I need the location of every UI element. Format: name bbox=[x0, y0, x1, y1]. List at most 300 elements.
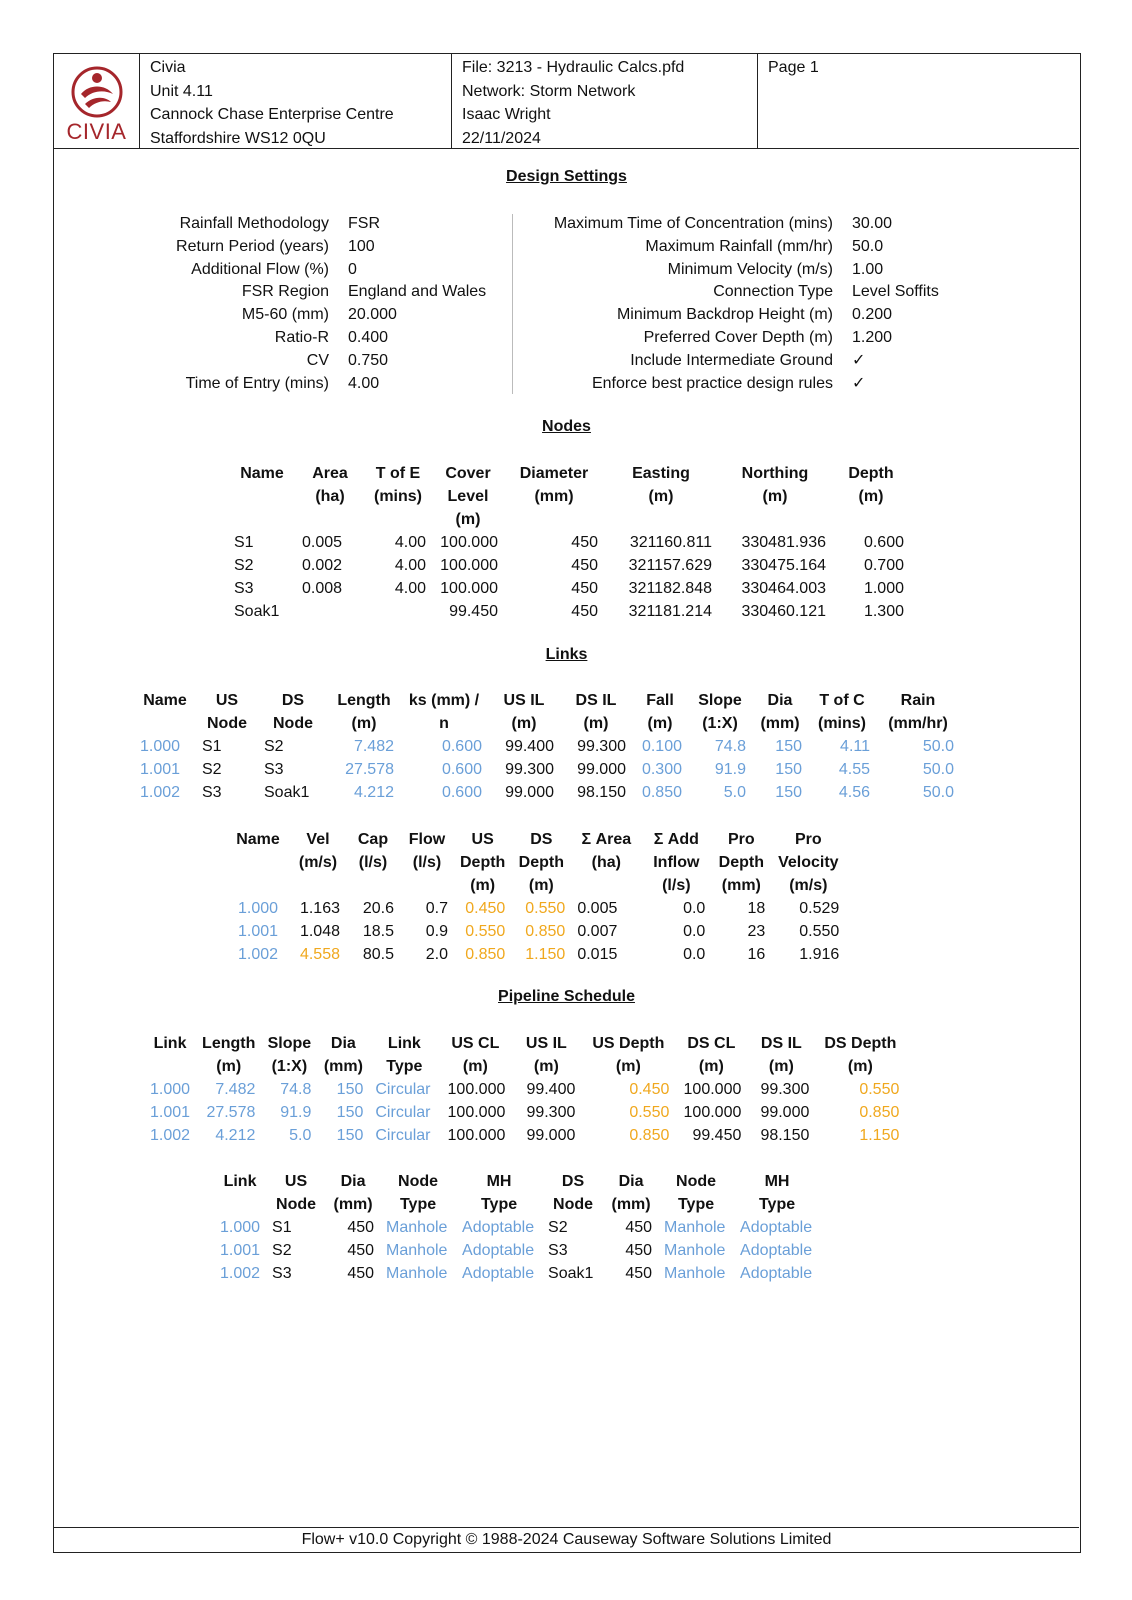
header-line: Node bbox=[276, 1196, 317, 1213]
table-cell: 450 bbox=[625, 1242, 653, 1259]
header-line: Name bbox=[143, 692, 187, 709]
table-cell bbox=[296, 600, 364, 623]
header-line: Vel bbox=[306, 831, 330, 848]
header-line: (m) bbox=[462, 1058, 488, 1075]
table-cell: 0.005 bbox=[302, 534, 343, 551]
table-cell: 0.550 bbox=[525, 900, 566, 917]
header-line: Dia bbox=[330, 1035, 356, 1052]
header-line: (m) bbox=[470, 877, 496, 894]
table-cell[interactable]: Adoptable bbox=[462, 1265, 535, 1282]
column-header bbox=[144, 1032, 196, 1078]
table-cell: 0.007 bbox=[577, 923, 618, 940]
header-line: Pro bbox=[794, 831, 822, 848]
header-line: Name bbox=[236, 831, 280, 848]
header-line: Link bbox=[223, 1173, 257, 1190]
table-cell: 330460.121 bbox=[741, 603, 826, 620]
report-page bbox=[53, 53, 1081, 1553]
table-cell: 0.550 bbox=[465, 923, 506, 940]
table-cell[interactable]: 1.002 bbox=[140, 784, 181, 801]
setting-row bbox=[54, 303, 1079, 326]
table-cell[interactable]: 0.600 bbox=[441, 738, 482, 755]
author-name: Isaac Wright bbox=[462, 106, 551, 123]
table-cell: 450 bbox=[625, 1265, 653, 1282]
header-line: (m) bbox=[615, 1058, 641, 1075]
setting-value: England and Wales bbox=[348, 283, 487, 301]
node-schedule-table bbox=[214, 1170, 820, 1285]
header-line: (mm) bbox=[323, 1058, 363, 1075]
page-number: Page 1 bbox=[768, 59, 819, 76]
header-line: Depth bbox=[518, 854, 564, 871]
setting-value: ✓ bbox=[852, 351, 866, 369]
table-cell: 0.005 bbox=[577, 900, 618, 917]
design-settings-title: Design Settings bbox=[506, 168, 627, 185]
table-cell: 99.400 bbox=[526, 1081, 576, 1098]
column-header bbox=[326, 1170, 380, 1216]
table-cell[interactable]: 0.300 bbox=[641, 761, 682, 778]
table-cell: 2.0 bbox=[425, 946, 448, 963]
table-cell[interactable]: Manhole bbox=[664, 1242, 726, 1259]
table-cell: 0.550 bbox=[629, 1104, 670, 1121]
column-header bbox=[771, 828, 845, 897]
header-line: Rain bbox=[900, 692, 936, 709]
copyright-footer: Flow+ v10.0 Copyright © 1988-2024 Causeway Software Solutions Limited bbox=[54, 1527, 1079, 1552]
table-cell[interactable]: 1.002 bbox=[150, 1127, 191, 1144]
column-header bbox=[604, 1170, 658, 1216]
report-header bbox=[54, 54, 1079, 149]
column-header bbox=[876, 689, 960, 735]
table-cell: 20.6 bbox=[362, 900, 394, 917]
header-line: (m) bbox=[511, 715, 537, 732]
header-line: Link bbox=[153, 1035, 187, 1052]
table-row bbox=[228, 554, 910, 577]
table-cell: 330475.164 bbox=[741, 557, 826, 574]
table-cell[interactable]: 1.000 bbox=[140, 738, 181, 755]
table-cell: 321157.629 bbox=[628, 557, 712, 574]
table-cell: 1.048 bbox=[299, 923, 340, 940]
table-cell[interactable]: Manhole bbox=[664, 1219, 726, 1236]
settings-divider bbox=[512, 214, 513, 394]
table-row bbox=[226, 897, 845, 920]
setting-label: Connection Type bbox=[713, 283, 833, 301]
table-row bbox=[214, 1216, 820, 1239]
table-cell[interactable]: Adoptable bbox=[740, 1265, 813, 1282]
column-header bbox=[296, 462, 364, 531]
header-line: DS CL bbox=[687, 1035, 736, 1052]
table-cell[interactable]: 27.578 bbox=[206, 1104, 256, 1121]
header-line: MH bbox=[764, 1173, 790, 1190]
table-cell[interactable]: 4.55 bbox=[838, 761, 870, 778]
table-cell: 80.5 bbox=[362, 946, 394, 963]
table-cell: 99.300 bbox=[505, 761, 554, 778]
header-line: Length bbox=[337, 692, 391, 709]
table-cell: 0.7 bbox=[425, 900, 448, 917]
column-header bbox=[688, 689, 752, 735]
column-header bbox=[511, 1032, 581, 1078]
table-cell: Soak1 bbox=[264, 784, 310, 801]
table-cell: 0.850 bbox=[629, 1127, 670, 1144]
setting-value: FSR bbox=[348, 215, 380, 232]
table-cell: 100.000 bbox=[440, 534, 498, 551]
header-line: (m) bbox=[698, 1058, 724, 1075]
table-cell: S1 bbox=[202, 738, 222, 755]
table-cell[interactable]: Adoptable bbox=[740, 1242, 813, 1259]
table-row bbox=[228, 531, 910, 554]
header-line: (ha) bbox=[315, 488, 345, 505]
table-row bbox=[214, 1262, 820, 1285]
table-cell[interactable]: Manhole bbox=[664, 1265, 726, 1282]
header-line: (mm) bbox=[721, 877, 761, 894]
table-cell: 99.450 bbox=[449, 603, 498, 620]
header-line: DS bbox=[561, 1173, 585, 1190]
table-cell[interactable]: Manhole bbox=[386, 1242, 448, 1259]
header-line: Dia bbox=[340, 1173, 366, 1190]
table-cell: 0.450 bbox=[465, 900, 506, 917]
header-line: (ha) bbox=[591, 854, 621, 871]
column-header bbox=[752, 689, 808, 735]
header-line: Fall bbox=[646, 692, 674, 709]
header-line: (l/s) bbox=[412, 854, 442, 871]
header-line: Dia bbox=[618, 1173, 644, 1190]
column-header bbox=[511, 828, 571, 897]
header-line: Cap bbox=[357, 831, 389, 848]
header-line: DS IL bbox=[575, 692, 617, 709]
header-line: Type bbox=[386, 1058, 423, 1075]
logo-wordmark: CIVIA bbox=[66, 119, 127, 144]
setting-label: FSR Region bbox=[241, 283, 329, 301]
table-cell[interactable]: 91.9 bbox=[714, 761, 746, 778]
table-cell[interactable]: Manhole bbox=[386, 1265, 448, 1282]
header-line: (m) bbox=[455, 511, 481, 528]
column-header bbox=[604, 462, 718, 531]
table-cell: 0.550 bbox=[799, 923, 840, 940]
setting-row bbox=[54, 235, 1079, 258]
header-line: Σ Add bbox=[653, 831, 699, 848]
table-cell[interactable]: Circular bbox=[375, 1127, 431, 1144]
table-row bbox=[228, 577, 910, 600]
address-line: Unit 4.11 bbox=[150, 82, 213, 100]
header-line: Area bbox=[312, 465, 348, 482]
header-line: (m) bbox=[762, 488, 788, 505]
table-cell: 99.300 bbox=[577, 738, 626, 755]
header-line: (1:X) bbox=[271, 1058, 308, 1075]
column-header bbox=[542, 1170, 604, 1216]
setting-label: Additional Flow (%) bbox=[191, 260, 329, 278]
table-cell: 1.300 bbox=[863, 603, 904, 620]
header-line: (m) bbox=[647, 715, 673, 732]
header-line: (m) bbox=[351, 715, 377, 732]
header-line: Name bbox=[240, 465, 284, 482]
table-cell: 100.000 bbox=[683, 1104, 742, 1121]
table-cell: 1.150 bbox=[525, 946, 566, 963]
table-cell[interactable]: 50.0 bbox=[922, 761, 954, 778]
table-cell: 450 bbox=[571, 580, 598, 597]
table-cell: S3 bbox=[272, 1265, 292, 1282]
column-header bbox=[226, 828, 290, 897]
table-row bbox=[134, 758, 960, 781]
table-cell[interactable]: 150 bbox=[775, 761, 802, 778]
column-header bbox=[632, 689, 688, 735]
setting-value: 100 bbox=[348, 237, 375, 255]
table-cell bbox=[364, 600, 432, 623]
header-line: Depth bbox=[848, 465, 894, 482]
column-header bbox=[400, 689, 488, 735]
header-line: (mm) bbox=[611, 1196, 651, 1213]
table-cell[interactable]: 1.000 bbox=[220, 1219, 261, 1236]
network-name: Network: Storm Network bbox=[462, 82, 636, 100]
table-cell: 100.000 bbox=[683, 1081, 742, 1098]
column-header bbox=[641, 828, 711, 897]
column-header bbox=[214, 1170, 266, 1216]
table-cell[interactable]: 150 bbox=[775, 738, 802, 755]
column-header bbox=[832, 462, 910, 531]
setting-value: ✓ bbox=[852, 374, 866, 392]
table-cell: 1.163 bbox=[299, 900, 340, 917]
table-cell[interactable]: 0.100 bbox=[641, 738, 682, 755]
table-cell: S1 bbox=[272, 1219, 292, 1236]
table-cell[interactable]: Circular bbox=[375, 1081, 431, 1098]
table-cell: 100.000 bbox=[447, 1104, 506, 1121]
table-cell[interactable]: 50.0 bbox=[922, 784, 954, 801]
column-header bbox=[266, 1170, 326, 1216]
table-cell: 4.00 bbox=[394, 534, 426, 551]
header-line: US IL bbox=[525, 1035, 567, 1052]
column-header bbox=[400, 828, 454, 897]
header-line: (m) bbox=[533, 1058, 559, 1075]
table-cell: 0.002 bbox=[302, 557, 343, 574]
header-line: Flow bbox=[408, 831, 446, 848]
table-cell[interactable]: 150 bbox=[336, 1127, 364, 1144]
table-cell: 450 bbox=[571, 534, 598, 551]
setting-value: 50.0 bbox=[852, 237, 884, 255]
table-cell: S2 bbox=[548, 1219, 568, 1236]
column-header bbox=[815, 1032, 905, 1078]
column-header bbox=[581, 1032, 675, 1078]
header-line: (m) bbox=[216, 1058, 242, 1075]
table-cell: Soak1 bbox=[234, 603, 280, 620]
table-cell: 99.400 bbox=[505, 738, 554, 755]
setting-label: M5-60 (mm) bbox=[241, 306, 329, 324]
table-cell[interactable]: 4.56 bbox=[838, 784, 870, 801]
header-line: US Depth bbox=[592, 1035, 665, 1052]
address-line: Cannock Chase Enterprise Centre bbox=[150, 106, 394, 123]
table-cell[interactable]: 1.000 bbox=[150, 1081, 191, 1098]
table-cell[interactable]: 27.578 bbox=[345, 761, 394, 778]
table-cell: 1.150 bbox=[859, 1127, 900, 1144]
table-cell: S2 bbox=[234, 557, 254, 574]
table-cell: 99.000 bbox=[577, 761, 626, 778]
header-line: Dia bbox=[767, 692, 793, 709]
nodes-title: Nodes bbox=[542, 418, 591, 435]
column-header bbox=[134, 689, 196, 735]
setting-row bbox=[54, 258, 1079, 281]
table-cell: 0.9 bbox=[425, 923, 448, 940]
header-line: (mm) bbox=[534, 488, 574, 505]
table-cell: 0.015 bbox=[577, 946, 618, 963]
table-cell: 100.000 bbox=[447, 1081, 506, 1098]
table-cell[interactable]: 1.000 bbox=[237, 900, 279, 917]
table-cell: 23 bbox=[747, 923, 766, 940]
table-cell[interactable]: 4.212 bbox=[215, 1127, 256, 1144]
header-line: (1:X) bbox=[702, 715, 738, 732]
table-cell[interactable]: 4.212 bbox=[353, 784, 394, 801]
header-line: (l/s) bbox=[358, 854, 388, 871]
table-cell[interactable]: 0.600 bbox=[441, 784, 482, 801]
column-header bbox=[571, 828, 641, 897]
table-cell[interactable]: Circular bbox=[375, 1104, 431, 1121]
header-line: Type bbox=[758, 1196, 796, 1213]
table-cell: 4.00 bbox=[394, 580, 426, 597]
table-cell: 450 bbox=[347, 1219, 375, 1236]
table-cell[interactable]: 150 bbox=[336, 1104, 364, 1121]
column-header bbox=[675, 1032, 747, 1078]
column-header bbox=[454, 828, 511, 897]
table-cell: 0.0 bbox=[683, 946, 706, 963]
header-line: DS IL bbox=[760, 1035, 802, 1052]
table-cell: 0.0 bbox=[683, 900, 706, 917]
setting-label: Ratio-R bbox=[274, 329, 329, 346]
setting-label: Preferred Cover Depth (m) bbox=[643, 329, 833, 346]
table-cell[interactable]: 50.0 bbox=[922, 738, 954, 755]
table-cell: 321181.214 bbox=[628, 603, 712, 620]
header-line: Length bbox=[202, 1035, 256, 1052]
table-cell[interactable]: 5.0 bbox=[289, 1127, 312, 1144]
table-cell[interactable]: 150 bbox=[336, 1081, 364, 1098]
header-line: US bbox=[471, 831, 494, 848]
header-line: Type bbox=[480, 1196, 518, 1213]
table-cell: 99.300 bbox=[760, 1081, 810, 1098]
table-cell[interactable]: 4.11 bbox=[840, 738, 870, 755]
table-cell: 0.450 bbox=[629, 1081, 670, 1098]
table-row bbox=[134, 781, 960, 804]
civia-logo-icon bbox=[71, 64, 123, 120]
column-header bbox=[808, 689, 876, 735]
table-cell: 100.000 bbox=[440, 557, 498, 574]
table-cell[interactable]: 150 bbox=[775, 784, 802, 801]
column-header bbox=[364, 462, 432, 531]
header-line: (mm) bbox=[760, 715, 800, 732]
table-cell: 0.0 bbox=[683, 923, 706, 940]
table-row bbox=[144, 1124, 905, 1147]
table-cell[interactable]: Manhole bbox=[386, 1219, 448, 1236]
pipeline-schedule-title: Pipeline Schedule bbox=[498, 988, 635, 1005]
table-cell[interactable]: Adoptable bbox=[462, 1219, 535, 1236]
header-line: (mm) bbox=[333, 1196, 373, 1213]
header-line: (m) bbox=[768, 1058, 794, 1075]
table-cell: 98.150 bbox=[760, 1127, 810, 1144]
setting-label: Minimum Backdrop Height (m) bbox=[616, 306, 833, 324]
table-cell[interactable]: 1.002 bbox=[237, 946, 279, 963]
column-header bbox=[369, 1032, 439, 1078]
table-cell[interactable]: 5.0 bbox=[723, 784, 746, 801]
header-line: Slope bbox=[267, 1035, 312, 1052]
table-cell[interactable]: 74.8 bbox=[280, 1081, 312, 1098]
header-line: Depth bbox=[460, 854, 506, 871]
header-line: Node bbox=[273, 715, 313, 732]
header-line: Depth bbox=[718, 854, 764, 871]
report-date: 22/11/2024 bbox=[462, 129, 541, 147]
setting-label: Maximum Time of Concentration (mins) bbox=[553, 215, 833, 232]
setting-value: Level Soffits bbox=[852, 283, 939, 301]
table-cell: 99.300 bbox=[526, 1104, 576, 1121]
header-line: DS bbox=[530, 831, 553, 848]
header-line: (l/s) bbox=[662, 877, 691, 894]
table-cell[interactable]: 74.8 bbox=[714, 738, 746, 755]
table-cell: S3 bbox=[264, 761, 284, 778]
setting-row bbox=[54, 372, 1079, 395]
column-header bbox=[196, 689, 258, 735]
table-cell[interactable]: 1.001 bbox=[237, 923, 279, 940]
header-line: Link bbox=[387, 1035, 421, 1052]
setting-value: 0.200 bbox=[852, 306, 893, 324]
table-cell: 0.850 bbox=[525, 923, 566, 940]
setting-row bbox=[54, 349, 1079, 372]
column-header bbox=[718, 462, 832, 531]
table-cell[interactable]: 7.482 bbox=[215, 1081, 256, 1098]
setting-label: Time of Entry (mins) bbox=[185, 374, 329, 392]
setting-value: 30.00 bbox=[852, 215, 893, 232]
header-line: US CL bbox=[451, 1035, 500, 1052]
table-cell: 0.600 bbox=[863, 534, 904, 551]
setting-value: 0.750 bbox=[348, 351, 389, 369]
nodes-table bbox=[228, 462, 910, 623]
header-line: Inflow bbox=[653, 854, 700, 871]
table-cell[interactable]: 0.600 bbox=[441, 761, 482, 778]
table-cell: S2 bbox=[272, 1242, 292, 1259]
column-header bbox=[747, 1032, 815, 1078]
setting-label: Rainfall Methodology bbox=[179, 215, 329, 232]
table-cell[interactable]: 91.9 bbox=[280, 1104, 312, 1121]
setting-label: Maximum Rainfall (mm/hr) bbox=[645, 237, 833, 255]
table-cell: 99.450 bbox=[692, 1127, 742, 1144]
column-header bbox=[734, 1170, 820, 1216]
table-cell[interactable]: 1.001 bbox=[150, 1104, 191, 1121]
header-line: Diameter bbox=[519, 465, 589, 482]
table-cell[interactable]: 7.482 bbox=[353, 738, 394, 755]
table-cell: 450 bbox=[625, 1219, 653, 1236]
setting-row bbox=[54, 212, 1079, 235]
pipeline-schedule-table bbox=[144, 1032, 905, 1147]
table-cell: 450 bbox=[347, 1265, 375, 1282]
table-cell: 100.000 bbox=[447, 1127, 506, 1144]
header-line: Northing bbox=[741, 465, 809, 482]
table-cell[interactable]: 1.001 bbox=[220, 1242, 261, 1259]
setting-label: Enforce best practice design rules bbox=[591, 374, 833, 392]
header-line: n bbox=[439, 715, 449, 732]
table-cell: 99.000 bbox=[526, 1127, 576, 1144]
column-header bbox=[504, 462, 604, 531]
header-line: Σ Area bbox=[581, 831, 632, 848]
column-header bbox=[711, 828, 771, 897]
table-cell: 0.550 bbox=[859, 1081, 900, 1098]
table-cell[interactable]: 0.850 bbox=[641, 784, 682, 801]
table-cell[interactable]: 1.001 bbox=[140, 761, 181, 778]
header-line: US IL bbox=[503, 692, 545, 709]
table-cell: 450 bbox=[571, 603, 598, 620]
links-table bbox=[134, 689, 960, 804]
header-line: MH bbox=[486, 1173, 512, 1190]
table-cell: S2 bbox=[264, 738, 284, 755]
column-header bbox=[346, 828, 400, 897]
table-cell[interactable]: 1.002 bbox=[220, 1265, 261, 1282]
flows-table bbox=[226, 828, 845, 966]
table-cell[interactable]: Adoptable bbox=[740, 1219, 813, 1236]
header-line: Velocity bbox=[778, 854, 839, 871]
setting-row bbox=[54, 280, 1079, 303]
table-cell[interactable]: Adoptable bbox=[462, 1242, 535, 1259]
header-line: (m) bbox=[528, 877, 554, 894]
setting-row bbox=[54, 326, 1079, 349]
header-line: Slope bbox=[698, 692, 742, 709]
